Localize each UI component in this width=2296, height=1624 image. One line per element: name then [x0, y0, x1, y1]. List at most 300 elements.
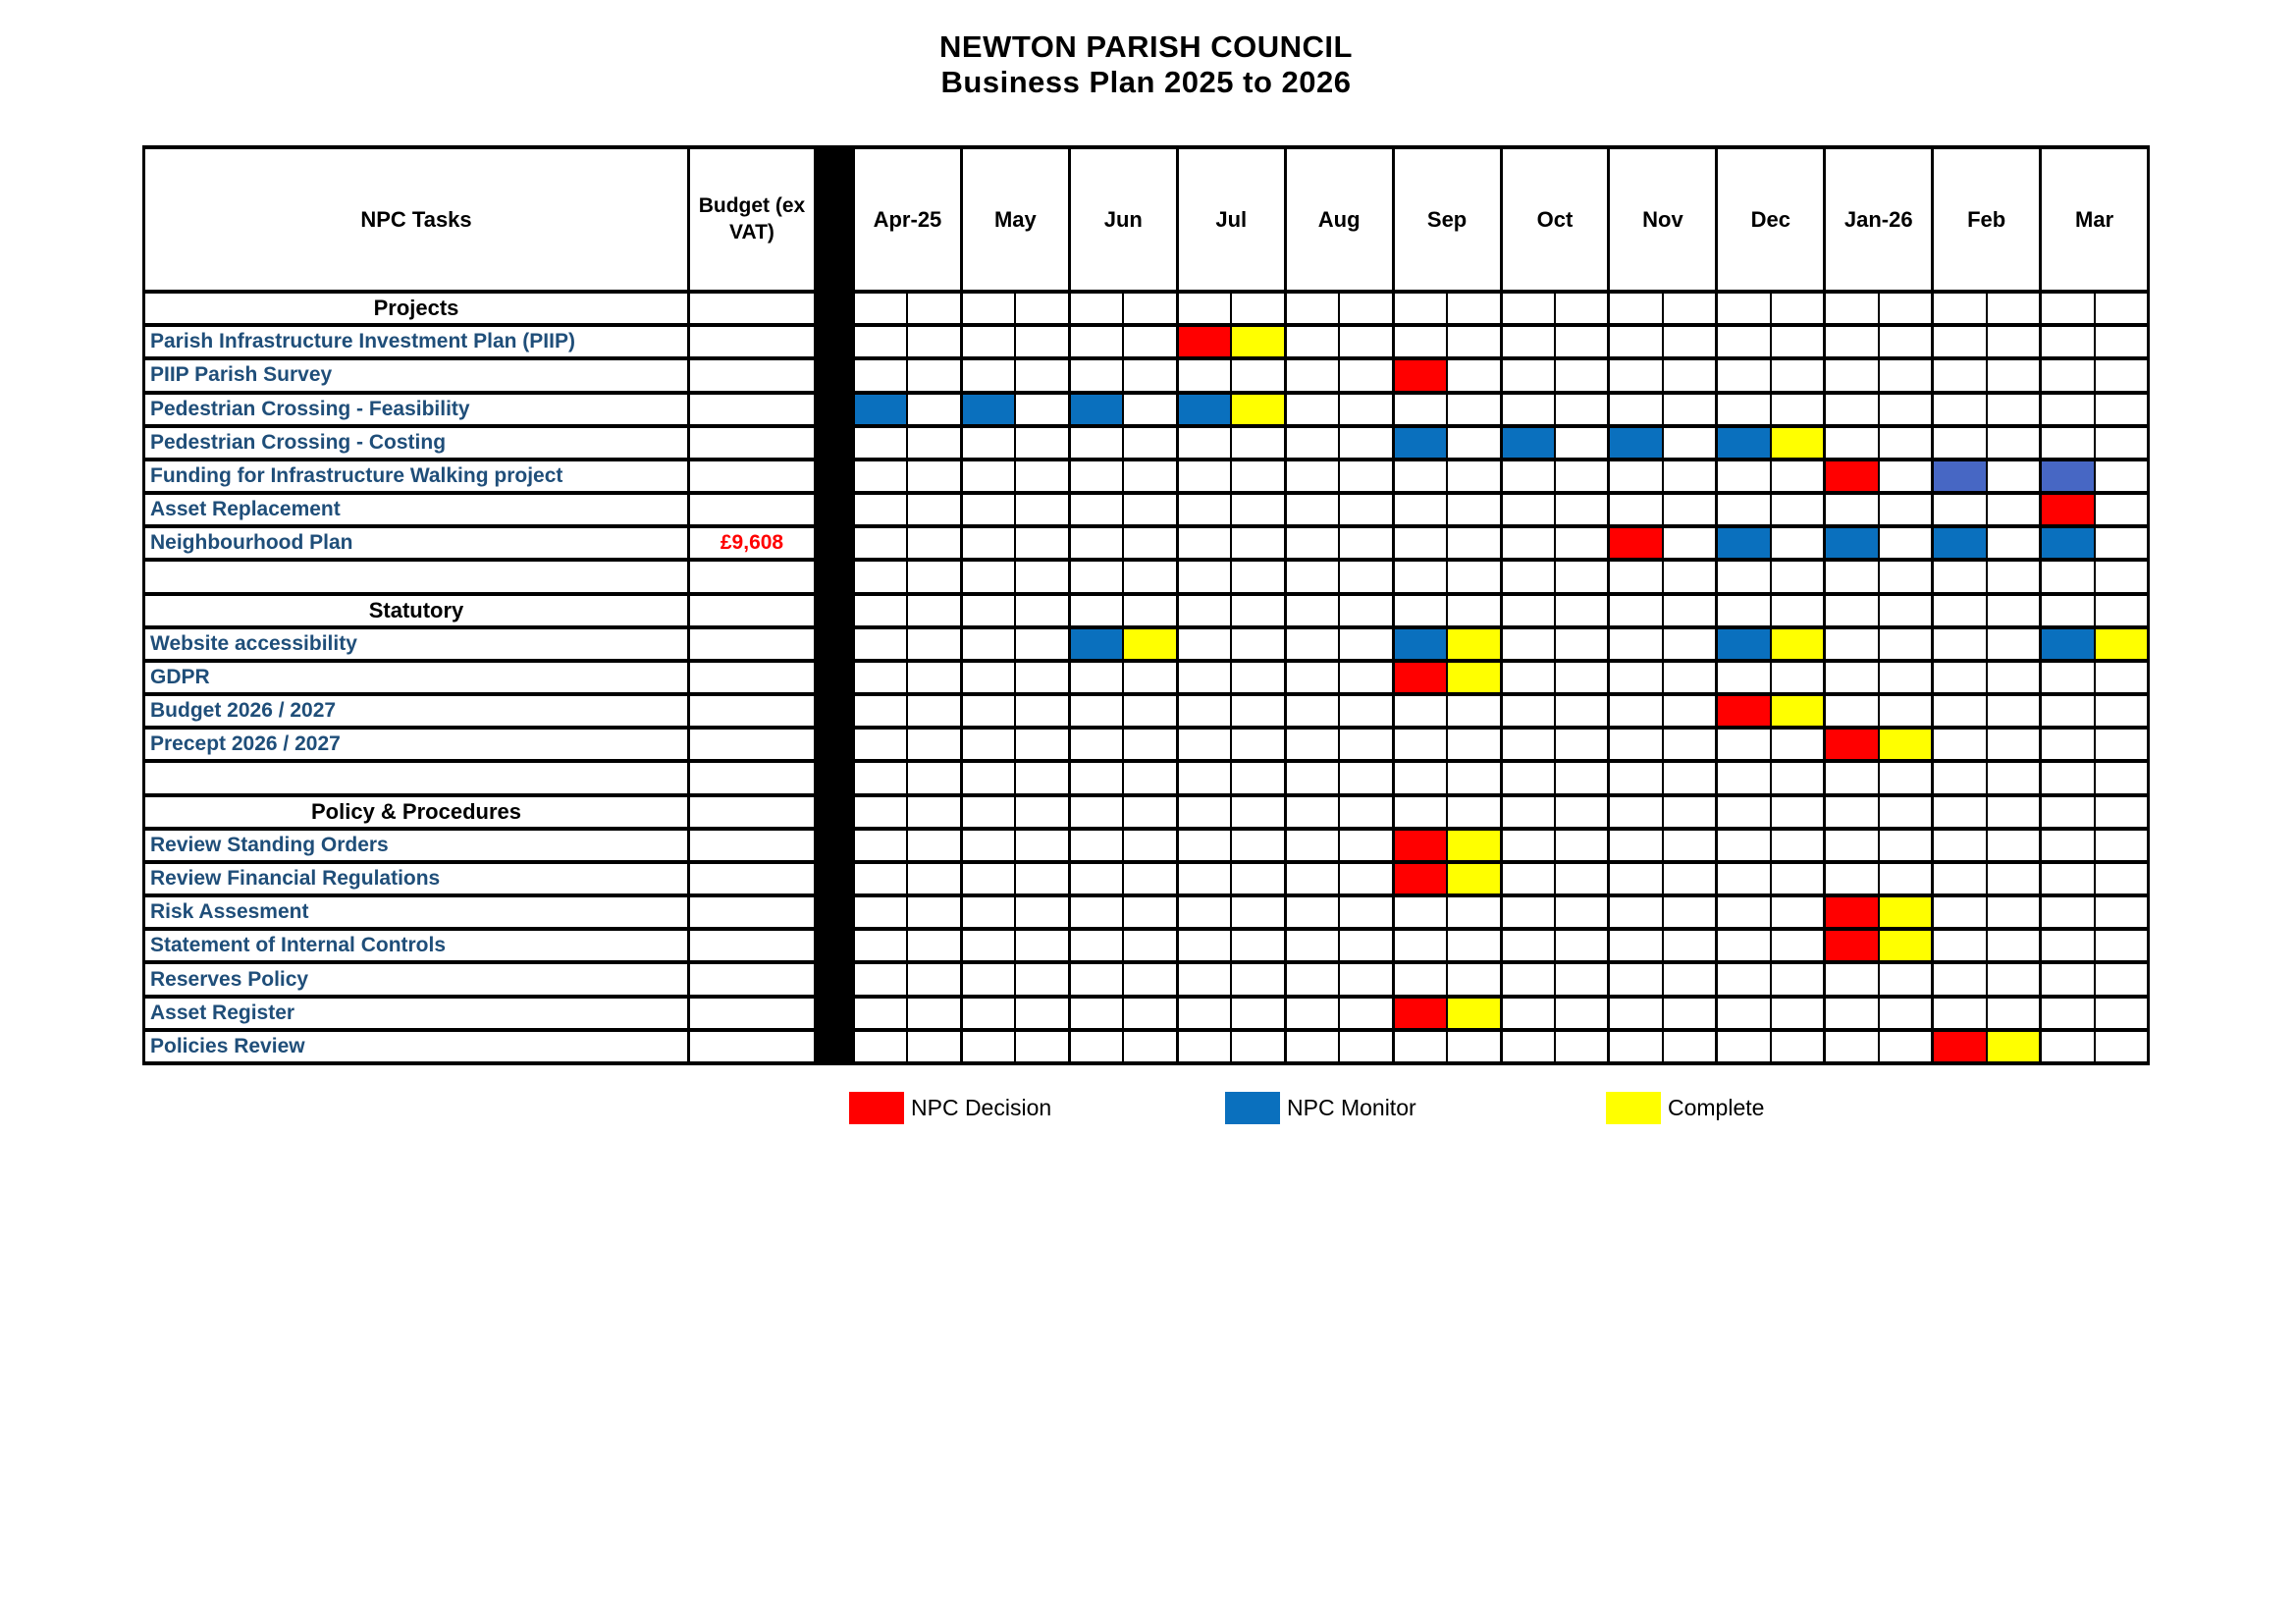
gantt-cell: [1340, 528, 1391, 558]
gantt-cell: [1880, 562, 1931, 591]
separator-cell: [814, 562, 855, 591]
month-cells: [855, 395, 2150, 424]
gantt-cell: [1988, 495, 2039, 524]
gantt-cell: [1610, 897, 1663, 927]
gantt-cell: [1179, 1032, 1232, 1061]
legend-swatch-decision: [849, 1092, 904, 1124]
month-cell: [1287, 294, 1395, 323]
gantt-mark-decision: [1826, 897, 1879, 927]
task-label-cell: Website accessibility: [145, 629, 690, 659]
gantt-cell: [1988, 763, 2039, 792]
task-label-cell: Neighbourhood Plan: [145, 528, 690, 558]
gantt-cell: [1934, 831, 1987, 860]
month-cell: [2042, 730, 2150, 759]
month-cell: [1718, 629, 1826, 659]
gantt-cell: [1556, 1032, 1607, 1061]
gantt-cell: [1124, 428, 1175, 458]
month-cell: [1503, 596, 1611, 625]
month-cell: [1395, 294, 1503, 323]
gantt-cell: [2096, 897, 2147, 927]
month-cell: [1395, 696, 1503, 726]
gantt-mark-complete: [1772, 629, 1823, 659]
gantt-cell: [1610, 461, 1663, 491]
gantt-cell: [855, 964, 908, 994]
gantt-cell: [1934, 428, 1987, 458]
gantt-cell: [963, 964, 1016, 994]
gantt-cell: [1988, 797, 2039, 827]
month-cell: [1287, 797, 1395, 827]
gantt-cell: [1124, 1032, 1175, 1061]
task-label-cell: Review Financial Regulations: [145, 864, 690, 893]
legend-item-npc-monitor: [1225, 1092, 1416, 1124]
gantt-cell: [2096, 428, 2147, 458]
gantt-mark-monitor: [1179, 395, 1232, 424]
gantt-cell: [1287, 629, 1340, 659]
gantt-cell: [1934, 294, 1987, 323]
gantt-cell: [1071, 294, 1124, 323]
month-cell: [1071, 864, 1179, 893]
gantt-cell: [855, 428, 908, 458]
gantt-cell: [1610, 294, 1663, 323]
task-label-cell: Policies Review: [145, 1032, 690, 1061]
section-label-cell: Statutory: [145, 596, 690, 625]
gantt-cell: [908, 864, 959, 893]
gantt-cell: [963, 797, 1016, 827]
month-cell: [1179, 864, 1287, 893]
gantt-cell: [1395, 395, 1448, 424]
gantt-cell: [2042, 797, 2095, 827]
gantt-cell: [1556, 629, 1607, 659]
gantt-cell: [1071, 562, 1124, 591]
separator-cell: [814, 461, 855, 491]
month-cell: [1503, 964, 1611, 994]
month-cell: [1179, 831, 1287, 860]
gantt-cell: [1179, 730, 1232, 759]
month-cell: [1071, 528, 1179, 558]
gantt-mark-complete: [1448, 864, 1499, 893]
gantt-cell: [1124, 395, 1175, 424]
gantt-cell: [1880, 999, 1931, 1028]
task-label-cell: Statement of Internal Controls: [145, 931, 690, 960]
month-cell: [1610, 797, 1718, 827]
gantt-cell: [1934, 663, 1987, 692]
month-cell: [1071, 495, 1179, 524]
gantt-cell: [1772, 528, 1823, 558]
gantt-cell: [855, 730, 908, 759]
month-cells: [855, 696, 2150, 726]
gantt-cell: [1934, 964, 1987, 994]
gantt-cell: [1071, 528, 1124, 558]
gantt-cell: [855, 663, 908, 692]
gantt-cell: [1016, 395, 1067, 424]
gantt-mark-decision: [1718, 696, 1771, 726]
gantt-cell: [1448, 596, 1499, 625]
gantt-cell: [1610, 395, 1663, 424]
month-cell: [1610, 1032, 1718, 1061]
gantt-cell: [1179, 696, 1232, 726]
task-row: [145, 428, 2150, 461]
gantt-cell: [1988, 629, 2039, 659]
gantt-cell: [1448, 730, 1499, 759]
separator-cell: [814, 797, 855, 827]
gantt-cell: [1880, 663, 1931, 692]
month-cell: [1395, 931, 1503, 960]
gantt-cell: [1503, 1032, 1556, 1061]
gantt-cell: [1232, 461, 1283, 491]
gantt-cell: [1772, 999, 1823, 1028]
gantt-cell: [1179, 831, 1232, 860]
gantt-cell: [1016, 999, 1067, 1028]
gantt-cell: [1232, 629, 1283, 659]
month-cell: [1718, 1032, 1826, 1061]
task-label-cell: Budget 2026 / 2027: [145, 696, 690, 726]
gantt-cell: [855, 763, 908, 792]
month-cell: [855, 327, 963, 356]
month-cell: [1179, 327, 1287, 356]
month-header-cell: Feb: [1934, 149, 2042, 290]
gantt-cell: [1071, 763, 1124, 792]
gantt-cell: [1826, 964, 1879, 994]
month-cell: [1826, 730, 1934, 759]
month-cell: [1934, 931, 2042, 960]
month-cell: [1934, 596, 2042, 625]
budget-cell: [690, 1032, 814, 1061]
gantt-cell: [1071, 428, 1124, 458]
gantt-cell: [1287, 395, 1340, 424]
gantt-cell: [1124, 864, 1175, 893]
gantt-cell: [2042, 663, 2095, 692]
gantt-cell: [1772, 931, 1823, 960]
gantt-cell: [1610, 831, 1663, 860]
gantt-cell: [1880, 360, 1931, 390]
gantt-cell: [2096, 495, 2147, 524]
gantt-cell: [1880, 495, 1931, 524]
task-row: [145, 461, 2150, 495]
gantt-cell: [1556, 495, 1607, 524]
gantt-cell: [2096, 696, 2147, 726]
month-cell: [1071, 797, 1179, 827]
gantt-cell: [855, 831, 908, 860]
gantt-cell: [2096, 461, 2147, 491]
gantt-cell: [1016, 495, 1067, 524]
gantt-cell: [1664, 864, 1715, 893]
month-cell: [1826, 831, 1934, 860]
gantt-cell: [1503, 696, 1556, 726]
gantt-cell: [1664, 395, 1715, 424]
gantt-cell: [1232, 999, 1283, 1028]
gantt-cell: [1016, 797, 1067, 827]
gantt-cell: [1124, 528, 1175, 558]
month-cell: [1718, 696, 1826, 726]
gantt-cell: [1395, 294, 1448, 323]
gantt-mark-monitor: [1395, 428, 1448, 458]
month-cell: [1179, 596, 1287, 625]
month-cell: [1718, 999, 1826, 1028]
task-row: [145, 864, 2150, 897]
month-cell: [1610, 897, 1718, 927]
gantt-mark-complete: [1124, 629, 1175, 659]
budget-cell: [690, 964, 814, 994]
month-cell: [855, 999, 963, 1028]
gantt-mark-complete: [1880, 897, 1931, 927]
month-cell: [2042, 1032, 2150, 1061]
gantt-cell: [1016, 864, 1067, 893]
month-cell: [1287, 864, 1395, 893]
gantt-cell: [1016, 1032, 1067, 1061]
gantt-cell: [1826, 428, 1879, 458]
gantt-cell: [1071, 831, 1124, 860]
month-cell: [963, 831, 1071, 860]
gantt-cell: [1124, 327, 1175, 356]
month-cell: [1071, 562, 1179, 591]
table-header-row: [145, 149, 2150, 294]
month-cell: [1287, 562, 1395, 591]
task-label-cell: Parish Infrastructure Investment Plan (PIIP): [145, 327, 690, 356]
gantt-cell: [1287, 562, 1340, 591]
month-cell: [1934, 897, 2042, 927]
month-cell: [1179, 763, 1287, 792]
month-cell: [2042, 931, 2150, 960]
month-cell: [1934, 1032, 2042, 1061]
business-plan-table: [142, 145, 2150, 1065]
gantt-mark-decision: [1395, 360, 1448, 390]
month-cell: [1395, 663, 1503, 692]
gantt-cell: [1610, 931, 1663, 960]
gantt-cell: [1826, 395, 1879, 424]
gantt-cell: [1988, 931, 2039, 960]
gantt-cell: [1664, 999, 1715, 1028]
month-cell: [1610, 864, 1718, 893]
task-label-cell: Pedestrian Crossing - Feasibility: [145, 395, 690, 424]
gantt-mark-complete: [1772, 428, 1823, 458]
gantt-cell: [1340, 864, 1391, 893]
gantt-cell: [855, 629, 908, 659]
gantt-cell: [855, 294, 908, 323]
gantt-cell: [1287, 964, 1340, 994]
gantt-cell: [963, 931, 1016, 960]
gantt-cell: [908, 395, 959, 424]
month-cell: [1287, 831, 1395, 860]
gantt-cell: [1179, 562, 1232, 591]
gantt-cell: [1880, 528, 1931, 558]
gantt-cell: [1988, 596, 2039, 625]
gantt-cell: [963, 360, 1016, 390]
month-cell: [1826, 428, 1934, 458]
month-cell: [1610, 596, 1718, 625]
gantt-cell: [1934, 696, 1987, 726]
gantt-cell: [1988, 663, 2039, 692]
month-cells: [855, 360, 2150, 390]
gantt-cell: [1340, 562, 1391, 591]
gantt-mark-monitor: [1718, 428, 1771, 458]
spacer-row: [145, 763, 2150, 796]
month-cell: [2042, 763, 2150, 792]
month-cell: [1179, 797, 1287, 827]
gantt-cell: [1934, 864, 1987, 893]
gantt-cell: [1934, 931, 1987, 960]
gantt-cell: [1124, 831, 1175, 860]
gantt-cell: [1988, 831, 2039, 860]
gantt-cell: [1826, 327, 1879, 356]
gantt-cell: [1124, 999, 1175, 1028]
gantt-cell: [1232, 360, 1283, 390]
gantt-cell: [2042, 395, 2095, 424]
gantt-cell: [1664, 797, 1715, 827]
gantt-cell: [1610, 629, 1663, 659]
month-cell: [1718, 562, 1826, 591]
gantt-cell: [1503, 495, 1556, 524]
gantt-cell: [1610, 1032, 1663, 1061]
gantt-cell: [855, 495, 908, 524]
month-cell: [1071, 428, 1179, 458]
gantt-cell: [1718, 999, 1771, 1028]
month-cells: [855, 831, 2150, 860]
gantt-cell: [1340, 999, 1391, 1028]
separator-cell: [814, 897, 855, 927]
month-cell: [1287, 360, 1395, 390]
gantt-cell: [1610, 730, 1663, 759]
gantt-cell: [1287, 831, 1340, 860]
gantt-cell: [1664, 663, 1715, 692]
gantt-cell: [2096, 327, 2147, 356]
month-cell: [1287, 964, 1395, 994]
month-cell: [1610, 730, 1718, 759]
gantt-cell: [2042, 696, 2095, 726]
gantt-cell: [908, 931, 959, 960]
month-cell: [1503, 528, 1611, 558]
month-cells: [855, 897, 2150, 927]
task-label-cell: Risk Assesment: [145, 897, 690, 927]
legend-label: NPC Decision: [911, 1095, 1052, 1120]
gantt-cell: [1395, 596, 1448, 625]
gantt-cell: [1772, 461, 1823, 491]
gantt-cell: [1016, 294, 1067, 323]
month-cell: [1071, 897, 1179, 927]
gantt-mark-decision: [1395, 663, 1448, 692]
gantt-cell: [1287, 897, 1340, 927]
gantt-cell: [1340, 897, 1391, 927]
gantt-cell: [2096, 730, 2147, 759]
gantt-cell: [1664, 294, 1715, 323]
gantt-cell: [963, 897, 1016, 927]
month-cell: [1718, 931, 1826, 960]
month-cell: [1826, 562, 1934, 591]
budget-cell: [690, 360, 814, 390]
gantt-mark-decision: [1395, 864, 1448, 893]
gantt-cell: [963, 294, 1016, 323]
gantt-cell: [1772, 294, 1823, 323]
gantt-cell: [1503, 629, 1556, 659]
gantt-mark-monitor: [1934, 528, 1987, 558]
gantt-cell: [1556, 360, 1607, 390]
gantt-cell: [1179, 897, 1232, 927]
gantt-cell: [1179, 294, 1232, 323]
month-cell: [855, 395, 963, 424]
gantt-cell: [1232, 931, 1283, 960]
month-cell: [1503, 696, 1611, 726]
month-cell: [855, 495, 963, 524]
gantt-cell: [1610, 696, 1663, 726]
month-cell: [1287, 428, 1395, 458]
gantt-cell: [2096, 294, 2147, 323]
month-cell: [1718, 360, 1826, 390]
gantt-cell: [1718, 964, 1771, 994]
month-cell: [1395, 428, 1503, 458]
gantt-cell: [963, 663, 1016, 692]
gantt-cell: [1232, 562, 1283, 591]
month-cell: [1503, 495, 1611, 524]
month-cell: [1826, 528, 1934, 558]
gantt-cell: [1448, 797, 1499, 827]
month-cell: [1503, 897, 1611, 927]
gantt-cell: [1124, 360, 1175, 390]
gantt-cell: [1880, 964, 1931, 994]
gantt-cell: [1556, 931, 1607, 960]
gantt-mark-monitor: [1718, 528, 1771, 558]
month-cell: [963, 763, 1071, 792]
month-cell: [1503, 360, 1611, 390]
budget-cell: £9,608: [720, 531, 784, 555]
task-label-cell: Pedestrian Crossing - Costing: [145, 428, 690, 458]
month-cells: [855, 730, 2150, 759]
gantt-cell: [1772, 327, 1823, 356]
month-cell: [1610, 294, 1718, 323]
separator-cell: [814, 629, 855, 659]
gantt-cell: [855, 999, 908, 1028]
month-cell: [1826, 964, 1934, 994]
gantt-cell: [1503, 999, 1556, 1028]
month-cell: [1610, 428, 1718, 458]
gantt-cell: [2042, 897, 2095, 927]
month-cell: [1934, 797, 2042, 827]
month-cell: [1718, 495, 1826, 524]
month-cell: [1287, 528, 1395, 558]
budget-cell: [690, 999, 814, 1028]
gantt-cell: [908, 831, 959, 860]
gantt-cell: [1340, 931, 1391, 960]
month-cell: [1071, 964, 1179, 994]
gantt-cell: [1503, 897, 1556, 927]
gantt-cell: [1610, 495, 1663, 524]
gantt-cell: [908, 730, 959, 759]
gantt-cell: [2096, 864, 2147, 893]
month-cell: [855, 696, 963, 726]
gantt-cell: [1340, 1032, 1391, 1061]
task-label-cell: PIIP Parish Survey: [145, 360, 690, 390]
month-cells: [855, 663, 2150, 692]
month-cell: [1934, 663, 2042, 692]
month-cell: [1503, 763, 1611, 792]
gantt-cell: [1340, 797, 1391, 827]
gantt-cell: [2096, 931, 2147, 960]
month-cells: [855, 797, 2150, 827]
legend-label: NPC Monitor: [1287, 1095, 1416, 1120]
gantt-cell: [1179, 864, 1232, 893]
month-cell: [1610, 629, 1718, 659]
month-cell: [2042, 327, 2150, 356]
budget-cell: [690, 831, 814, 860]
month-cell: [1071, 461, 1179, 491]
gantt-cell: [1124, 294, 1175, 323]
gantt-cell: [1287, 327, 1340, 356]
gantt-cell: [1232, 897, 1283, 927]
month-cell: [2042, 696, 2150, 726]
month-cell: [1503, 797, 1611, 827]
month-cell: [1071, 327, 1179, 356]
month-cell: [2042, 897, 2150, 927]
gantt-cell: [1448, 461, 1499, 491]
gantt-cell: [1340, 294, 1391, 323]
